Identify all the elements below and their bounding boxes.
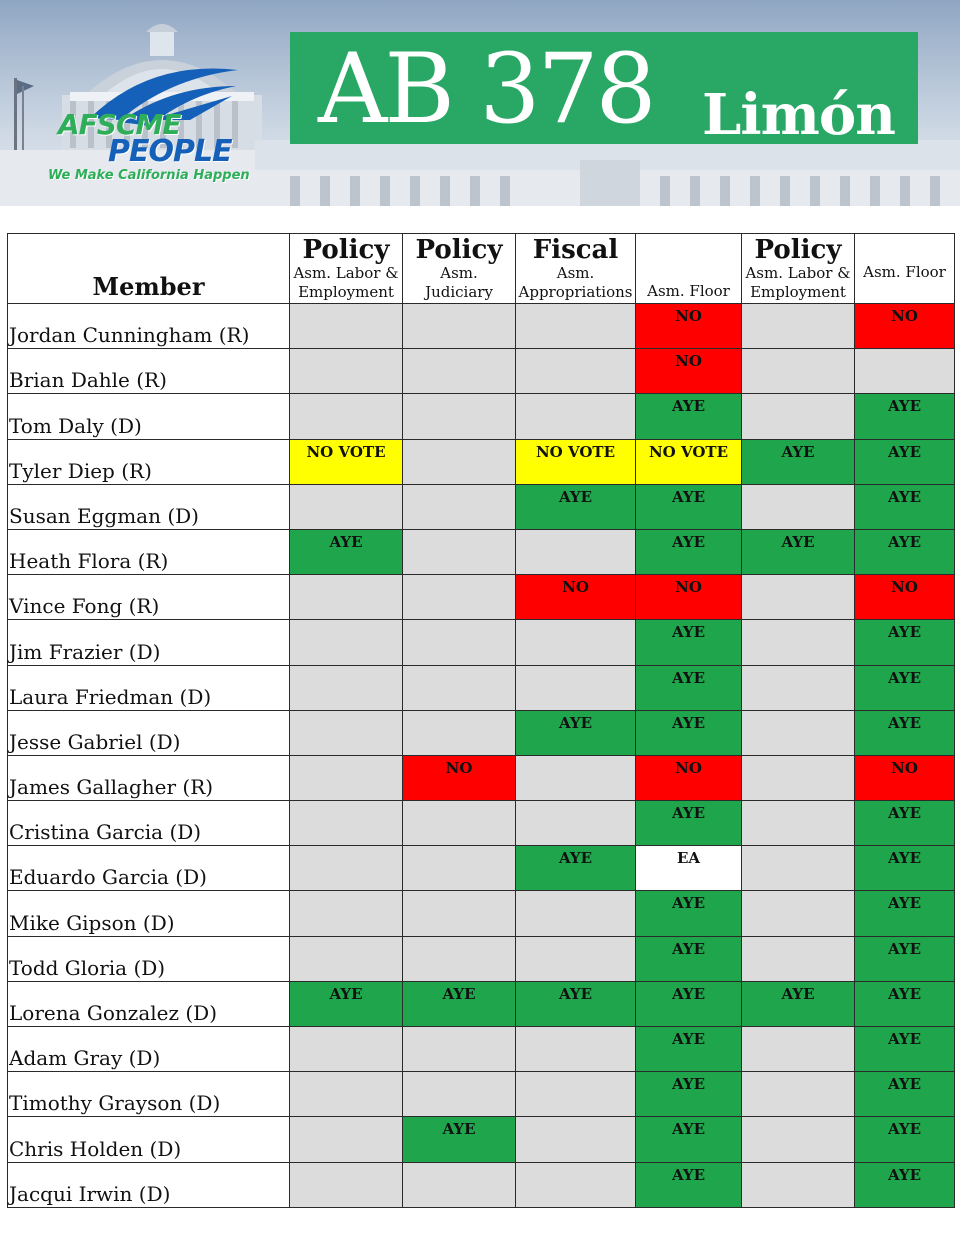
table-row: [8, 349, 955, 394]
vote-cell: [855, 349, 955, 394]
vote-cell: AYE: [855, 665, 955, 710]
column-header: Asm. Floor: [855, 234, 955, 304]
vote-cell: [516, 394, 636, 439]
header-banner: [0, 0, 960, 206]
table-row: [8, 936, 955, 981]
vote-cell: [742, 1072, 855, 1117]
vote-cell: [742, 1027, 855, 1072]
vote-cell: [516, 936, 636, 981]
table-row: [8, 1162, 955, 1207]
vote-cell: [516, 304, 636, 349]
vote-cell: [290, 1072, 403, 1117]
vote-cell: AYE: [516, 484, 636, 529]
vote-cell: NO VOTE: [290, 439, 403, 484]
table-row: [8, 439, 955, 484]
vote-cell: NO VOTE: [516, 439, 636, 484]
vote-cell: [516, 1162, 636, 1207]
vote-cell: AYE: [855, 1072, 955, 1117]
vote-table-body: [8, 304, 955, 1208]
vote-cell: [290, 1162, 403, 1207]
bill-title-box: [290, 32, 918, 148]
vote-cell: [403, 936, 516, 981]
vote-cell: AYE: [636, 1072, 742, 1117]
vote-cell: [403, 1162, 516, 1207]
vote-cell: AYE: [742, 981, 855, 1026]
vote-cell: [742, 304, 855, 349]
column-header: Policy Asm. Labor & Employment: [742, 234, 855, 304]
vote-cell: NO: [855, 304, 955, 349]
vote-cell: [516, 1117, 636, 1162]
vote-cell: AYE: [516, 846, 636, 891]
bill-author: Limón: [702, 82, 895, 148]
vote-cell: [403, 846, 516, 891]
vote-cell: [516, 529, 636, 574]
vote-cell: [290, 394, 403, 439]
logo-afscme: AFSCME: [58, 108, 181, 141]
vote-cell: [290, 1117, 403, 1162]
vote-cell: NO: [855, 755, 955, 800]
column-header: Policy Asm. Judiciary: [403, 234, 516, 304]
member-name: Cristina Garcia (D): [8, 801, 290, 846]
vote-cell: [516, 349, 636, 394]
vote-cell: AYE: [855, 394, 955, 439]
vote-cell: [516, 801, 636, 846]
vote-cell: AYE: [742, 529, 855, 574]
vote-cell: [290, 846, 403, 891]
vote-cell: [403, 665, 516, 710]
table-row: [8, 484, 955, 529]
vote-cell: AYE: [855, 620, 955, 665]
vote-cell: AYE: [855, 1162, 955, 1207]
member-name: Tyler Diep (R): [8, 439, 290, 484]
vote-cell: AYE: [636, 529, 742, 574]
vote-cell: [742, 1162, 855, 1207]
vote-cell: [290, 575, 403, 620]
vote-cell: [403, 529, 516, 574]
column-header: Asm. Floor: [636, 234, 742, 304]
member-name: Vince Fong (R): [8, 575, 290, 620]
vote-cell: [742, 1117, 855, 1162]
member-column-header: Member: [8, 234, 290, 304]
member-name: Jacqui Irwin (D): [8, 1162, 290, 1207]
table-row: [8, 891, 955, 936]
vote-cell: AYE: [855, 801, 955, 846]
vote-cell: [403, 349, 516, 394]
member-name: Mike Gipson (D): [8, 891, 290, 936]
vote-cell: [742, 484, 855, 529]
vote-cell: AYE: [855, 981, 955, 1026]
vote-cell: [742, 936, 855, 981]
vote-cell: AYE: [636, 620, 742, 665]
vote-cell: [290, 665, 403, 710]
logo-people: PEOPLE: [108, 134, 232, 169]
vote-cell: [516, 891, 636, 936]
vote-cell: AYE: [636, 1117, 742, 1162]
vote-cell: [742, 710, 855, 755]
vote-cell: AYE: [636, 891, 742, 936]
vote-cell: [403, 891, 516, 936]
member-name: Brian Dahle (R): [8, 349, 290, 394]
vote-cell: AYE: [855, 1027, 955, 1072]
table-row: [8, 394, 955, 439]
member-name: Susan Eggman (D): [8, 484, 290, 529]
vote-cell: [403, 484, 516, 529]
vote-cell: NO: [516, 575, 636, 620]
member-name: Jordan Cunningham (R): [8, 304, 290, 349]
member-name: Timothy Grayson (D): [8, 1072, 290, 1117]
vote-cell: AYE: [855, 439, 955, 484]
vote-cell: NO: [636, 755, 742, 800]
table-row: [8, 529, 955, 574]
table-row: [8, 801, 955, 846]
vote-cell: AYE: [855, 484, 955, 529]
vote-cell: [403, 801, 516, 846]
table-header-row: [8, 234, 955, 304]
member-name: Jesse Gabriel (D): [8, 710, 290, 755]
vote-cell: AYE: [855, 936, 955, 981]
table-row: [8, 981, 955, 1026]
vote-cell: [290, 349, 403, 394]
vote-cell: [403, 394, 516, 439]
column-header: Fiscal Asm. Appropriations: [516, 234, 636, 304]
table-row: [8, 665, 955, 710]
vote-cell: AYE: [290, 529, 403, 574]
member-name: Heath Flora (R): [8, 529, 290, 574]
vote-cell: AYE: [636, 936, 742, 981]
vote-cell: AYE: [636, 665, 742, 710]
vote-cell: AYE: [636, 710, 742, 755]
vote-cell: [290, 710, 403, 755]
vote-cell: [290, 1027, 403, 1072]
member-name: Adam Gray (D): [8, 1027, 290, 1072]
vote-cell: NO: [855, 575, 955, 620]
vote-cell: [742, 575, 855, 620]
table-row: [8, 620, 955, 665]
vote-cell: [290, 936, 403, 981]
member-name: Laura Friedman (D): [8, 665, 290, 710]
vote-cell: AYE: [516, 981, 636, 1026]
member-name: Eduardo Garcia (D): [8, 846, 290, 891]
column-header: Policy Asm. Labor & Employment: [290, 234, 403, 304]
vote-cell: [516, 1072, 636, 1117]
vote-cell: AYE: [636, 484, 742, 529]
vote-cell: [742, 665, 855, 710]
member-name: James Gallagher (R): [8, 755, 290, 800]
vote-cell: AYE: [516, 710, 636, 755]
vote-cell: NO: [636, 575, 742, 620]
vote-cell: AYE: [636, 1162, 742, 1207]
vote-cell: [403, 439, 516, 484]
vote-cell: AYE: [403, 981, 516, 1026]
vote-cell: [742, 349, 855, 394]
table-row: [8, 1117, 955, 1162]
vote-cell: [742, 846, 855, 891]
table-row: [8, 1072, 955, 1117]
vote-cell: [290, 620, 403, 665]
vote-cell: [403, 1027, 516, 1072]
vote-cell: AYE: [742, 439, 855, 484]
vote-cell: [403, 575, 516, 620]
member-name: Chris Holden (D): [8, 1117, 290, 1162]
vote-cell: NO: [636, 349, 742, 394]
vote-cell: [403, 304, 516, 349]
logo-tagline: We Make California Happen: [48, 168, 250, 183]
vote-cell: AYE: [636, 801, 742, 846]
vote-cell: [742, 891, 855, 936]
table-row: [8, 755, 955, 800]
table-row: [8, 846, 955, 891]
vote-cell: NO: [636, 304, 742, 349]
vote-cell: AYE: [403, 1117, 516, 1162]
vote-cell: NO: [403, 755, 516, 800]
member-name: Todd Gloria (D): [8, 936, 290, 981]
vote-cell: AYE: [855, 891, 955, 936]
vote-cell: [516, 1027, 636, 1072]
vote-cell: [742, 620, 855, 665]
member-name: Tom Daly (D): [8, 394, 290, 439]
vote-cell: AYE: [290, 981, 403, 1026]
vote-cell: [742, 801, 855, 846]
table-row: [8, 710, 955, 755]
vote-cell: AYE: [855, 710, 955, 755]
vote-cell: AYE: [855, 1117, 955, 1162]
vote-cell: [290, 891, 403, 936]
vote-cell: AYE: [636, 394, 742, 439]
table-row: [8, 575, 955, 620]
vote-cell: [742, 755, 855, 800]
vote-cell: AYE: [855, 846, 955, 891]
vote-cell: [290, 801, 403, 846]
vote-cell: [516, 755, 636, 800]
table-row: [8, 1027, 955, 1072]
vote-cell: AYE: [855, 529, 955, 574]
vote-cell: AYE: [636, 981, 742, 1026]
vote-cell: NO VOTE: [636, 439, 742, 484]
table-row: [8, 304, 955, 349]
vote-cell: [516, 620, 636, 665]
bill-number: AB 378: [318, 33, 654, 145]
vote-cell: EA: [636, 846, 742, 891]
vote-cell: [290, 304, 403, 349]
vote-cell: [403, 710, 516, 755]
member-name: Lorena Gonzalez (D): [8, 981, 290, 1026]
vote-cell: [290, 755, 403, 800]
vote-cell: [403, 620, 516, 665]
vote-cell: [516, 665, 636, 710]
vote-cell: [290, 484, 403, 529]
vote-cell: [403, 1072, 516, 1117]
vote-cell: AYE: [636, 1027, 742, 1072]
vote-table: [7, 233, 955, 1208]
vote-cell: [742, 394, 855, 439]
member-name: Jim Frazier (D): [8, 620, 290, 665]
